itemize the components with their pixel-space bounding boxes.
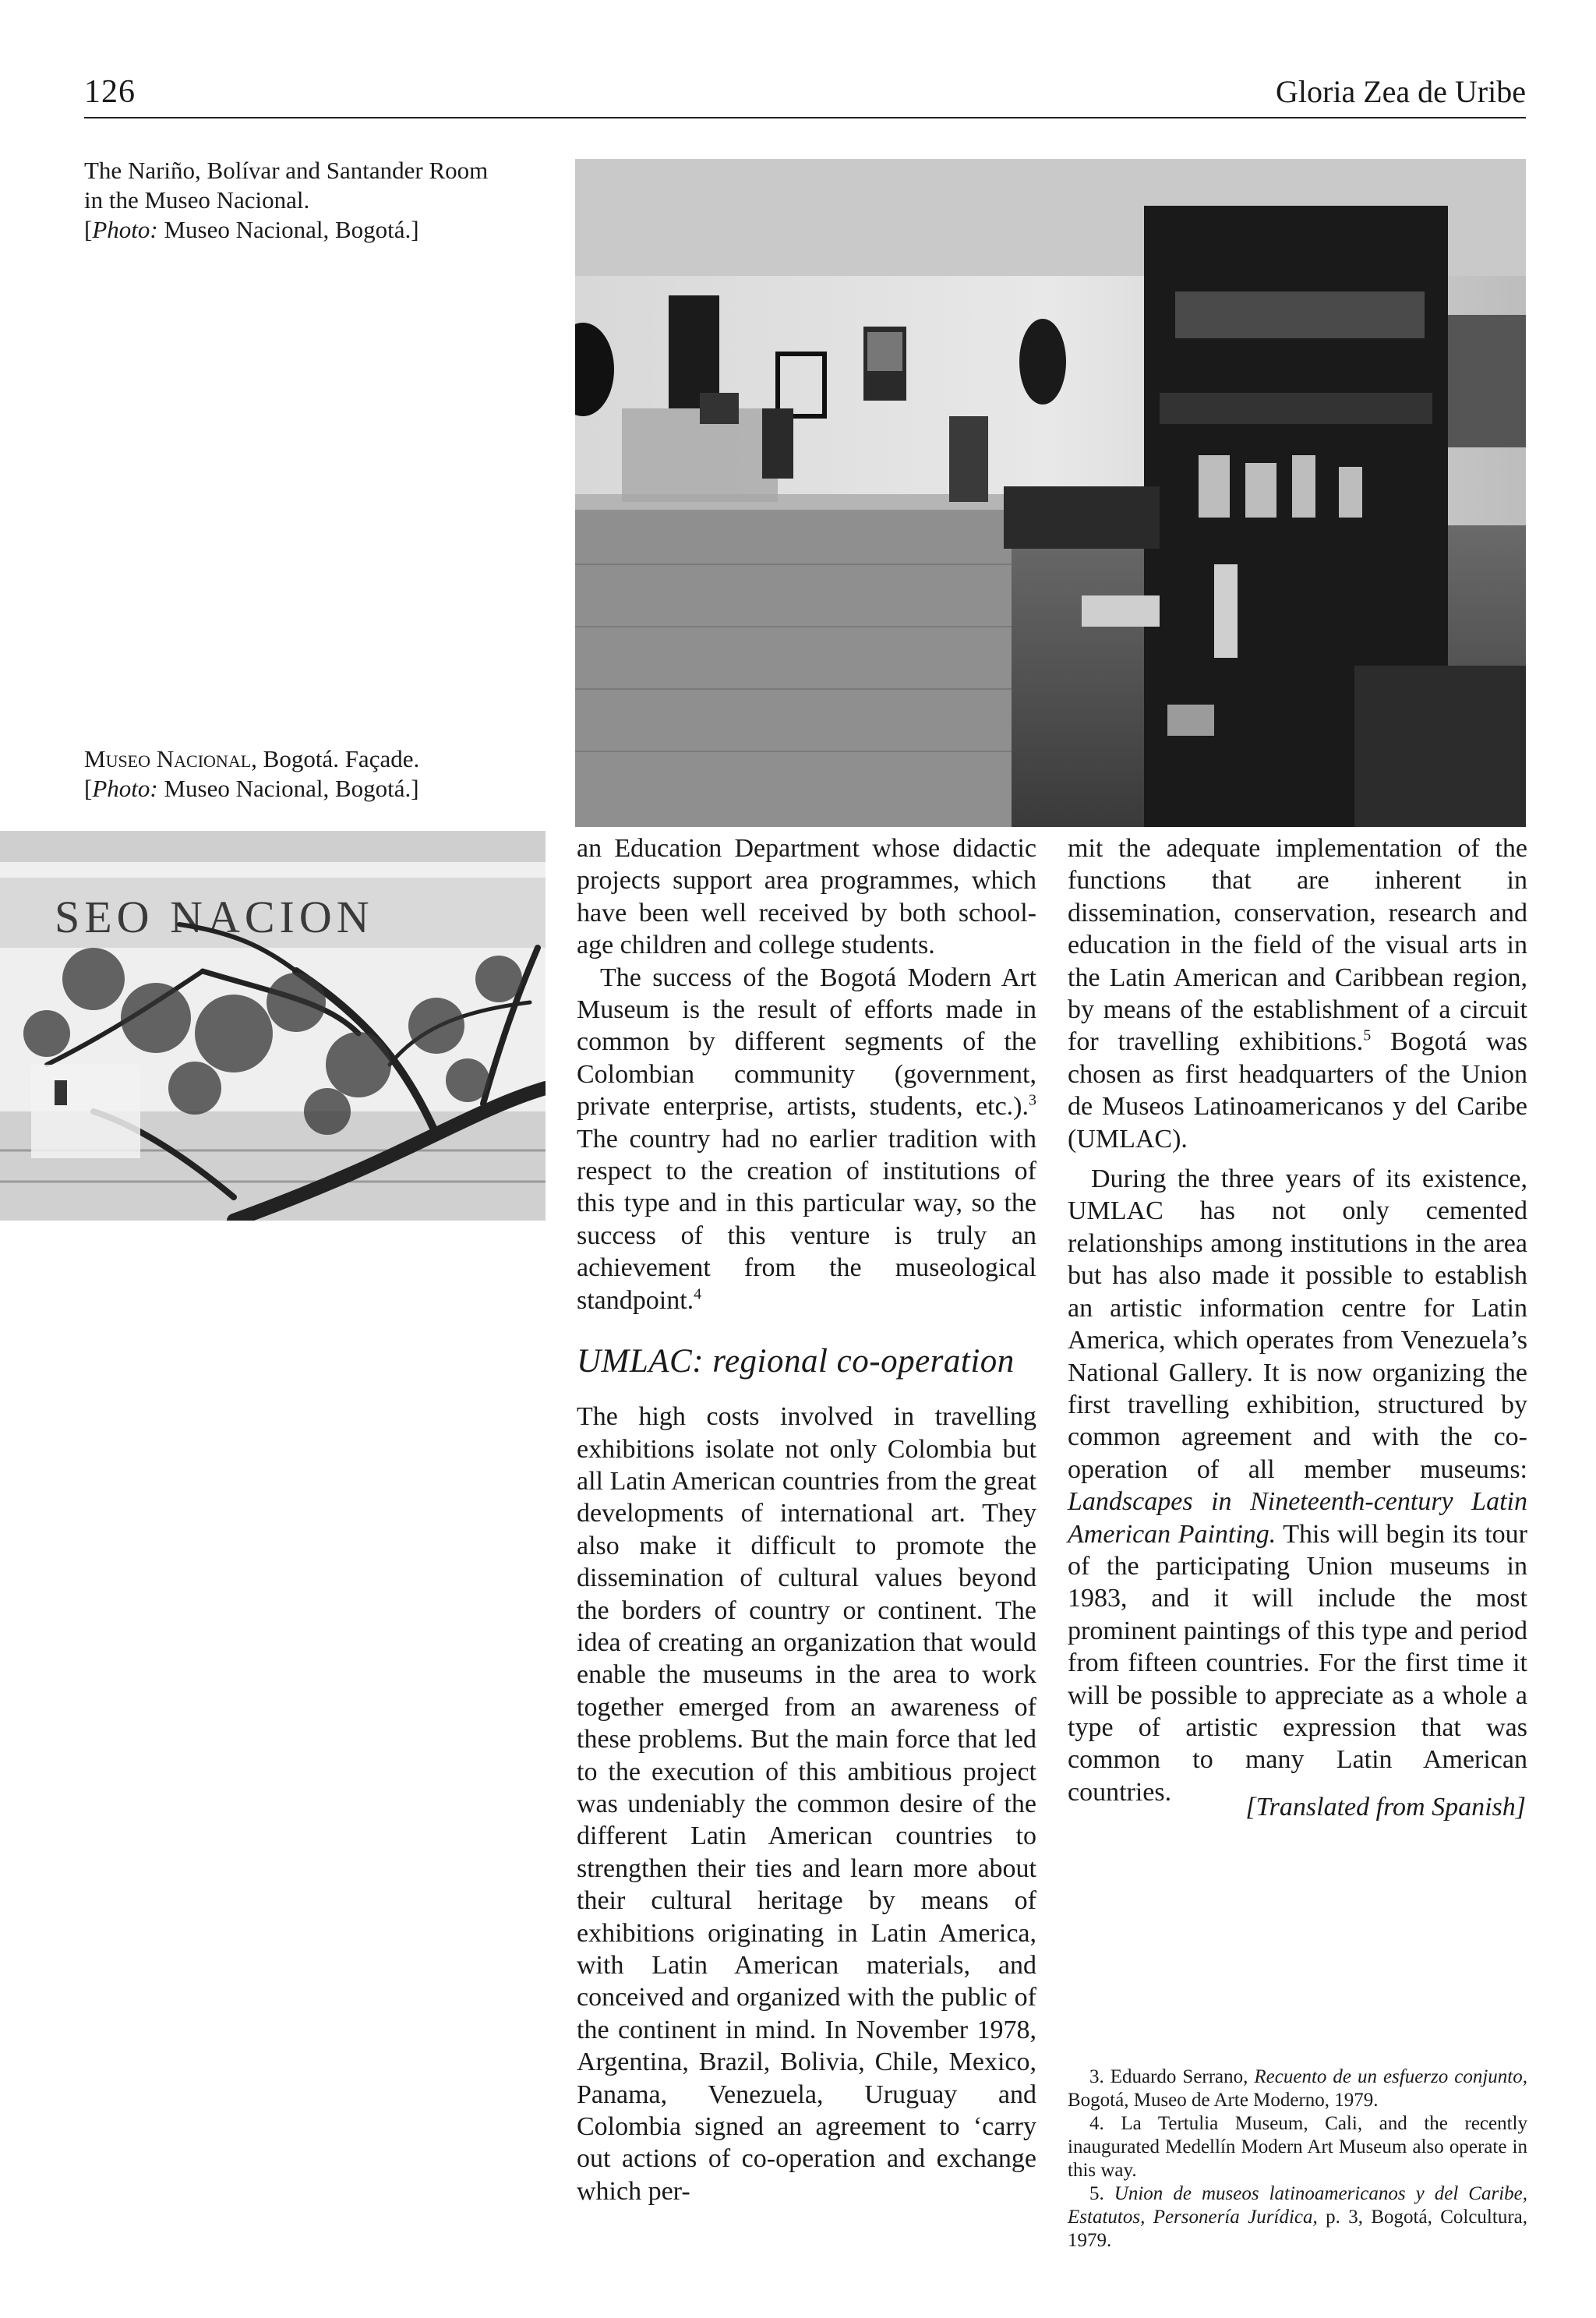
footnote-3: [1068, 2065, 1527, 2112]
col1-para-2-text: The success of the Bogotá Modern Art Museum is the result of efforts made in common by different segments of the Colombian community (government, private enterprise, artists, students, etc.).: [577, 963, 1036, 1122]
exhibition-title: Landscapes in Nineteenth-century Latin American Painting.: [1068, 1487, 1527, 1549]
facade-photo: [0, 831, 546, 1221]
column-1: [577, 832, 1036, 2207]
col1-para-2: [577, 962, 1036, 1316]
footnote-5: [1068, 2182, 1527, 2253]
col1-para-1: an Education Department whose didactic projects support area programmes, which have been well received by both school-age children and college students.: [577, 834, 1036, 960]
photo-credit: Museo Nacional, Bogotá.: [157, 216, 411, 243]
facade-photo-caption: [84, 744, 552, 804]
col2-para-2-cont: This will begin its tour of the participating Union museums in 1983, and it will include the most prominent paintings of this type and period from fifteen countries. For the first time it will be possible to appreciate as a whole a type of artistic expression that was common to many Latin American countries.: [1068, 1519, 1527, 1807]
room-photo: [575, 159, 1526, 827]
facade-caption-credit: [Photo: Museo Nacional, Bogotá.]: [84, 775, 419, 802]
col2-para-1-cont: Bogotá was chosen as first headquarters of the Union de Museos Latinoamericanos y del Caribe (UMLAC).: [1068, 1027, 1528, 1154]
footnote-ref-4: 4: [694, 1285, 702, 1303]
facade-photo-credit: Museo Nacional, Bogotá.: [157, 775, 411, 802]
footnote-5-num: 5.: [1089, 2183, 1114, 2204]
footnote-ref-5: 5: [1363, 1027, 1372, 1045]
facade-photo-image: [0, 831, 546, 1221]
footnote-3-title: Recuento de un esfuerzo conjunto,: [1254, 2066, 1527, 2087]
page-number: 126: [84, 74, 136, 110]
footnote-5-title: Union de museos latinoamericanos y del Caribe, Estatutos, Personería Jurídica,: [1068, 2183, 1527, 2228]
room-photo-image: [575, 159, 1526, 827]
room-caption-credit: [Photo: Museo Nacional, Bogotá.]: [84, 216, 419, 243]
footnote-5-cont: p. 3, Bogotá, Colcultura, 1979.: [1068, 2207, 1527, 2251]
facade-lettering: SEO NACION: [55, 892, 374, 942]
room-caption-line2: in the Museo Nacional.: [84, 186, 310, 214]
facade-caption-rest: , Bogotá. Façade.: [251, 745, 420, 772]
translated-note: [Translated from Spanish]: [1245, 1793, 1526, 1822]
footnote-3-cont: Bogotá, Museo de Arte Moderno, 1979.: [1068, 2090, 1379, 2111]
col1-para-3: The high costs involved in travelling exhibitions isolate not only Colombia but all Latin American countries from the great developments of international art. They also make it difficult to promote the dissemination of cultural values beyond the borders of country or continent. The idea of creating an organization that would enable the museums in the area to work together emerged from an awareness of these problems. But the main force that led to the execution of this ambitious project was undeniably the common desire of the different Latin American countries to strengthen their ties and learn more about their cultural heritage by means of exhibitions originating in Latin America, with Latin American materials, and conceived and organized with the public of the continent in mind. In November 1978, Argentina, Brazil, Bolivia, Chile, Mexico, Panama, Venezuela, Uruguay and Colombia signed an agreement to ‘carry out actions of co-operation and exchange which per-: [577, 1402, 1036, 2206]
facade-caption-line1: [84, 744, 552, 774]
running-head: Gloria Zea de Uribe: [1276, 74, 1526, 109]
col2-para-1-text: mit the adequate implementation of the functions that are inherent in dissemination, conservation, research and education in the field of the visual arts in the Latin American and Caribbean region, by means of the establishment of a circuit for travelling exhibitions.: [1068, 834, 1527, 1057]
facade-caption-museum: Museo Nacional: [84, 745, 252, 772]
header-rule: [84, 117, 1526, 118]
col2-para-2-text: During the three years of its existence, UMLAC has not only cemented relationships among institutions in the area but has also made it possible to establish an artistic information centre for Latin America, which operates from Venezuela’s National Gallery. It is now organizing the first travelling exhibition, structured by common agreement and with the co-operation of all member museums:: [1068, 1164, 1527, 1484]
footnote-ref-3: 3: [1029, 1091, 1036, 1109]
col2-para-2: [1068, 1163, 1527, 1808]
footnote-4: 4. La Tertulia Museum, Cali, and the recently inaugurated Medellín Modern Art Museum also operate in this way.: [1068, 2113, 1527, 2181]
room-caption-line1: The Nariño, Bolívar and Santander Room: [84, 157, 489, 184]
room-photo-caption: [84, 156, 552, 245]
photo-label: Photo:: [92, 216, 158, 243]
col1-para-2-cont: The country had no earlier tradition with respect to the creation of institutions of this type and in this particular way, so the success of this venture is truly an achievement from the museological standpoint.: [577, 1124, 1036, 1315]
col2-para-1: [1068, 832, 1527, 1155]
section-heading: UMLAC: regional co-operation: [577, 1343, 1015, 1380]
column-2: [1068, 832, 1527, 1808]
footnotes: [1068, 2065, 1527, 2253]
facade-photo-label: Photo:: [92, 775, 158, 802]
footnote-3-text: 3. Eduardo Serrano,: [1089, 2066, 1255, 2087]
